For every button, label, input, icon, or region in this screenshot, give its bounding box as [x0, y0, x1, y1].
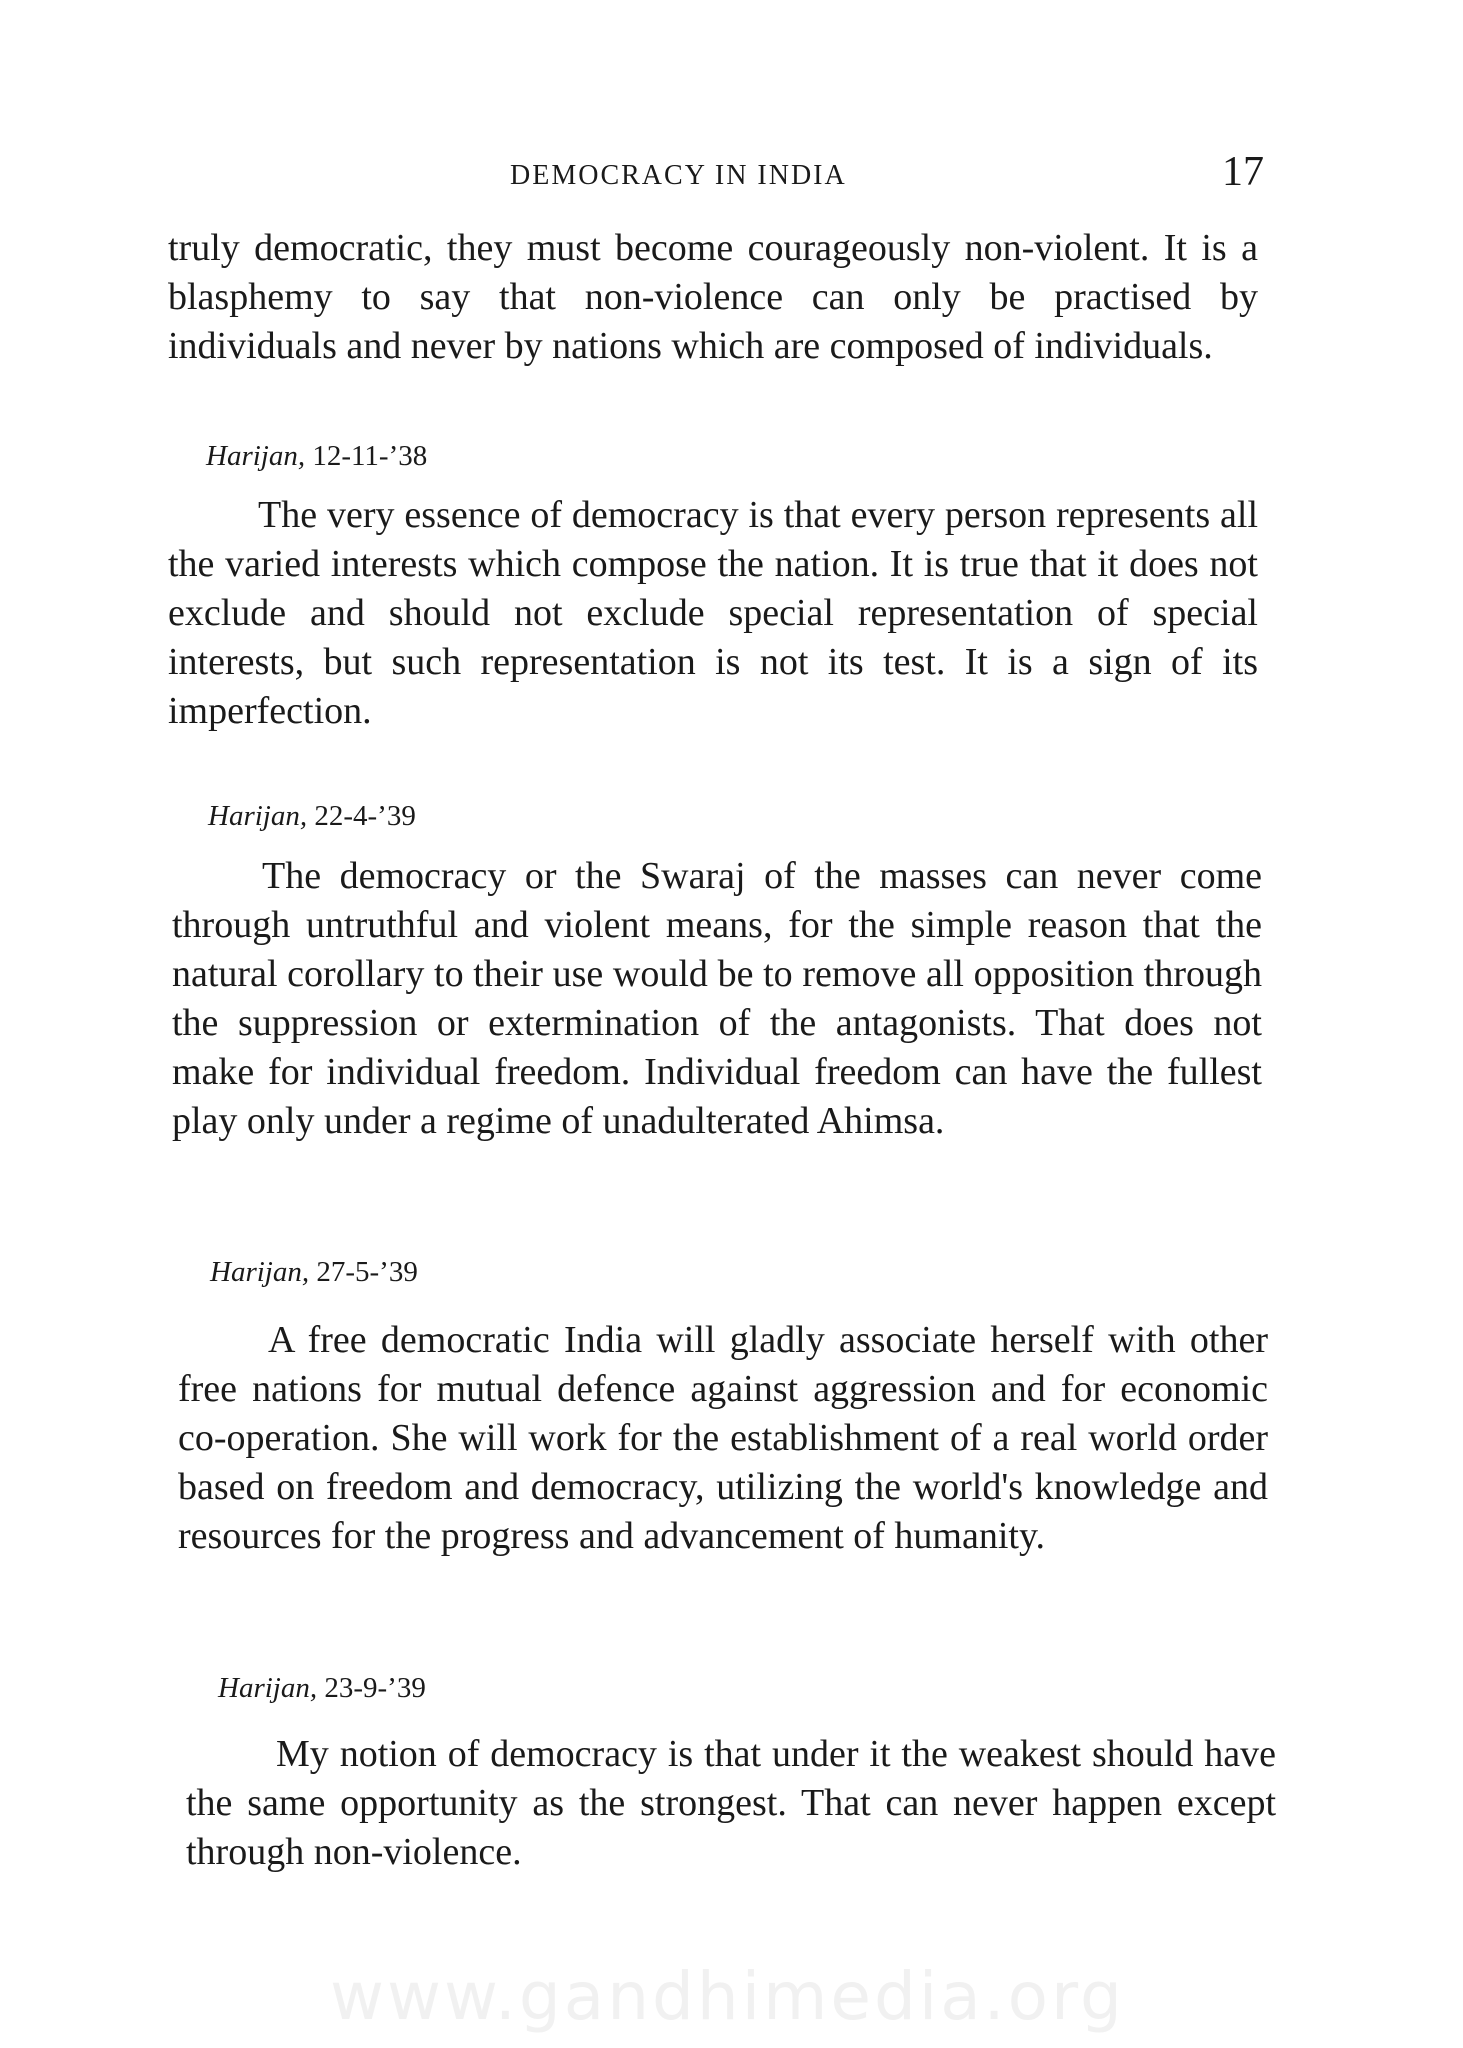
source-citation-1	[206, 438, 427, 474]
paragraph-1	[168, 224, 1258, 371]
running-head: DEMOCRACY IN INDIA	[510, 160, 847, 191]
page-number: 17	[1222, 149, 1264, 195]
paragraph-3	[172, 852, 1262, 1146]
source-date: 22-4-’39	[314, 800, 416, 832]
source-citation-4	[218, 1670, 426, 1706]
source-date: 23-9-’39	[324, 1672, 426, 1704]
watermark: www.gandhimedia.org	[330, 1958, 1125, 2035]
paragraph-2	[168, 491, 1258, 736]
paragraph-text: truly democratic, they must become courageously non-violent. It is a blasphemy to say that non-violence can only be practised by individuals and never by nations which are composed of individuals.	[168, 227, 1258, 367]
paragraph-text: A free democratic India will gladly associate herself with other free nations for mutual defence against aggression and for economic co-operation. She will work for the establishment of a real world order based on freedom and democracy, utilizing the world's knowledge and resources for the progress and advancement of humanity.	[178, 1319, 1268, 1557]
source-journal: Harijan,	[210, 1256, 310, 1288]
source-journal: Harijan,	[208, 800, 308, 832]
source-date: 27-5-’39	[316, 1256, 418, 1288]
source-date: 12-11-’38	[312, 440, 428, 472]
paragraph-4	[178, 1316, 1268, 1561]
source-journal: Harijan,	[218, 1672, 318, 1704]
paragraph-5	[186, 1730, 1276, 1877]
source-journal: Harijan,	[206, 440, 306, 472]
paragraph-text: The democracy or the Swaraj of the masses can never come through untruthful and violent means, for the simple reason that the natural corollary to their use would be to remove all opposition through the suppression or extermination of the antagonists. That does not make for individual freedom. Individual freedom can have the fullest play only under a regime of unadulterated Ahimsa.	[172, 855, 1262, 1142]
source-citation-3	[210, 1254, 418, 1290]
paragraph-text: The very essence of democracy is that every person represents all the varied interests which compose the nation. It is true that it does not exclude and should not exclude special representation of special interests, but such representation is not its test. It is a sign of its imperfection.	[168, 494, 1258, 732]
paragraph-text: My notion of democracy is that under it the weakest should have the same opportunity as the strongest. That can never happen except through non-violence.	[186, 1733, 1276, 1873]
source-citation-2	[208, 798, 416, 834]
